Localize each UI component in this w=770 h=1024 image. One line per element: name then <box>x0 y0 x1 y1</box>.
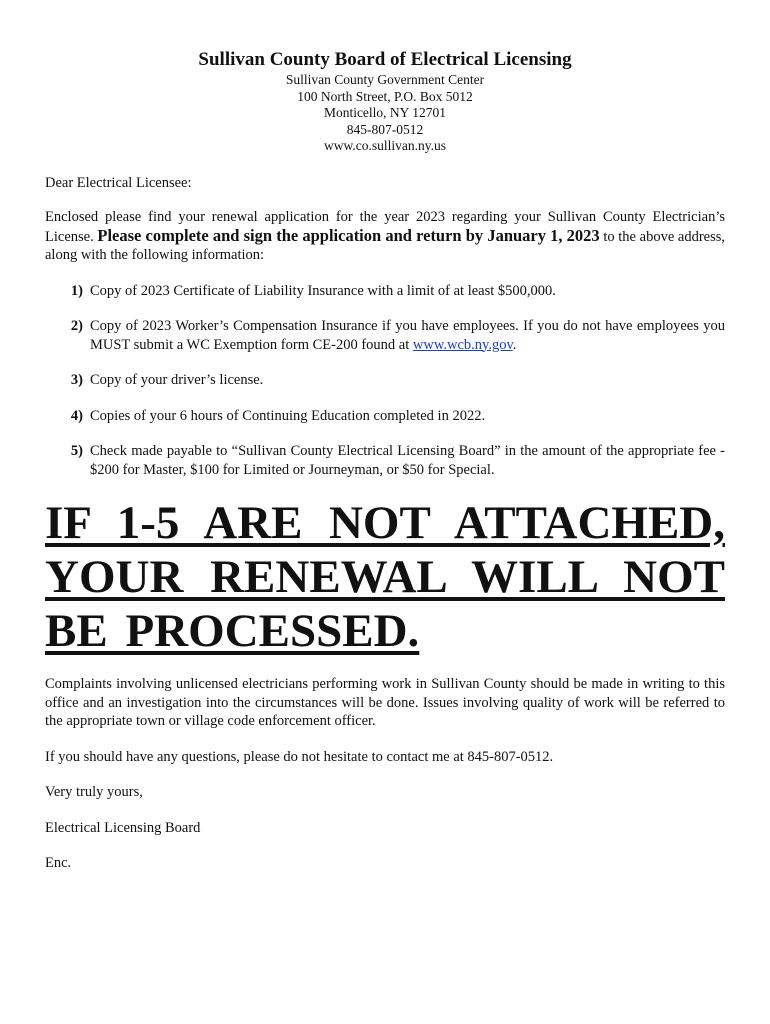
salutation: Dear Electrical Licensee: <box>45 174 192 191</box>
requirement-text <box>90 317 725 354</box>
requirement-number: 5) <box>70 443 83 459</box>
requirement-text-start: Copy of 2023 Worker’s Compensation Insurance if you have employees. If you do not have employees you MUST submit a WC Exemption form CE-200 found at <box>90 318 725 353</box>
requirement-text: Check made payable to “Sullivan County Electrical Licensing Board” in the amount of the appropriate fee - $200 for Master, $100 for Limited or Journeyman, or $50 for Special. <box>90 443 725 478</box>
requirement-item <box>45 407 725 426</box>
website: www.co.sullivan.ny.us <box>324 138 446 153</box>
requirement-item <box>45 371 725 390</box>
requirement-text: Copies of your 6 hours of Continuing Education completed in 2022. <box>90 407 486 424</box>
organization-name: Sullivan County Board of Electrical Licensing <box>198 49 572 70</box>
wcb-website-link[interactable]: www.wcb.ny.gov <box>412 336 513 353</box>
intro-start: Enclosed please find your renewal application for the year 2023 regarding your Sullivan County Electrician’s License. <box>45 209 725 245</box>
requirement-item <box>45 442 725 479</box>
letterhead <box>45 48 725 155</box>
requirement-text: Copy of your driver’s license. <box>90 372 264 388</box>
requirement-text: Copy of 2023 Certificate of Liability Insurance with a limit of at least $500,000. <box>90 282 556 299</box>
city-state-zip: Monticello, NY 12701 <box>323 105 447 120</box>
enclosure-note: Enc. <box>45 855 72 871</box>
requirement-number: 2) <box>70 318 83 334</box>
requirement-number: 3) <box>70 372 83 388</box>
intro-deadline: Please complete and sign the application and return by January 1, 2023 <box>97 225 600 245</box>
requirement-item <box>45 282 725 301</box>
requirement-number: 4) <box>70 407 83 424</box>
closing: Very truly yours, <box>45 784 143 800</box>
phone-number: 845-807-0512 <box>346 121 424 137</box>
complaints-paragraph: Complaints involving unlicensed electricians performing work in Sullivan County should be made in writing to this office and an investigation into the circumstances will be done. Issues involving quality of work will be referred to the appropriate town or village code enforcement officer. <box>45 676 725 729</box>
letter-page <box>45 0 725 873</box>
intro-end: to the above address, along with the following information: <box>45 228 726 263</box>
street-address: 100 North Street, P.O. Box 5012 <box>297 88 473 104</box>
questions-paragraph: If you should have any questions, please do not hesitate to contact me at 845-807-0512. <box>45 748 554 765</box>
requirement-text-end: . <box>512 336 517 353</box>
building-name: Sullivan County Government Center <box>285 72 485 87</box>
requirement-item <box>45 317 725 354</box>
requirement-number: 1) <box>70 282 83 299</box>
intro-paragraph <box>45 208 725 265</box>
warning-notice: IF 1-5 ARE NOT ATTACHED, YOUR RENEWAL WILL NOT BE PROCESSED. <box>45 497 725 657</box>
signer: Electrical Licensing Board <box>45 819 201 836</box>
requirements-list <box>45 282 725 480</box>
